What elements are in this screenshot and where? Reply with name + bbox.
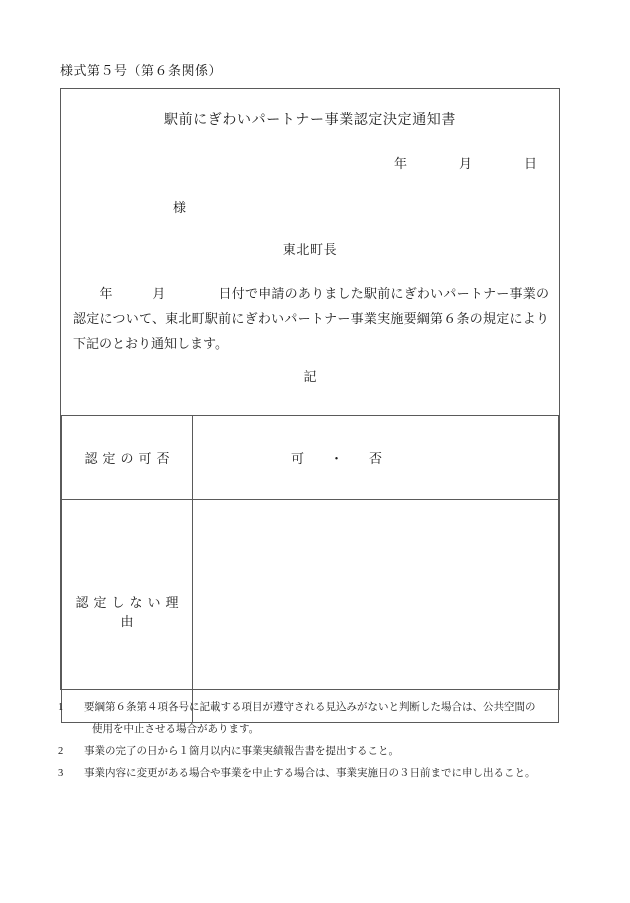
table-row (62, 416, 559, 500)
body-paragraph-text: 駅前にぎわいパートナー事業の認定について、東北町駅前にぎわいパートナー事業実施要綱第６条の規定により下記のとおり通知します。 (73, 286, 549, 351)
note-number: 3 (58, 768, 64, 779)
note-text: 事業の完了の日から１箇月以内に事業実績報告書を提出すること。 (84, 746, 399, 757)
note-text: 要綱第６条第４項各号に記載する項目が遵守される見込みがないと判断した場合は、公共空間の (84, 702, 536, 713)
issue-date-line: 年 月 日 (393, 156, 537, 171)
decision-options: 可 ・ 否 (290, 451, 382, 466)
note-text: 事業内容に変更がある場合や事業を中止する場合は、事業実施日の３日前までに申し出ること。 (84, 768, 536, 779)
form-number-label: 様式第５号（第６条関係） (60, 63, 223, 78)
application-date-blank: 年 月 日付で申請のありました (73, 286, 365, 301)
reason-label: 認定しない理由 (75, 595, 184, 629)
list-item (58, 697, 578, 741)
issuer-name: 東北町長 (282, 242, 338, 257)
body-paragraph (73, 281, 549, 356)
addressee-honorific: 様 (173, 200, 187, 215)
frame-upper-section (61, 89, 559, 415)
list-item (58, 741, 578, 763)
document-title: 駅前にぎわいパートナー事業認定決定通知書 (164, 113, 456, 128)
note-text-continued: 使用を中止させる場合があります。 (92, 724, 260, 735)
footnotes-list (58, 697, 578, 785)
decision-table (61, 415, 559, 723)
decision-label-cell (62, 416, 193, 500)
reason-value-cell[interactable] (193, 500, 559, 723)
kiji-marker: 記 (303, 369, 317, 384)
notification-frame (60, 88, 560, 690)
table-row (62, 500, 559, 723)
decision-label: 認定の可否 (84, 451, 175, 466)
decision-value-cell[interactable] (193, 416, 559, 500)
note-number: 2 (58, 746, 64, 757)
reason-label-cell (62, 500, 193, 723)
note-number: 1 (58, 702, 64, 713)
list-item (58, 763, 578, 785)
